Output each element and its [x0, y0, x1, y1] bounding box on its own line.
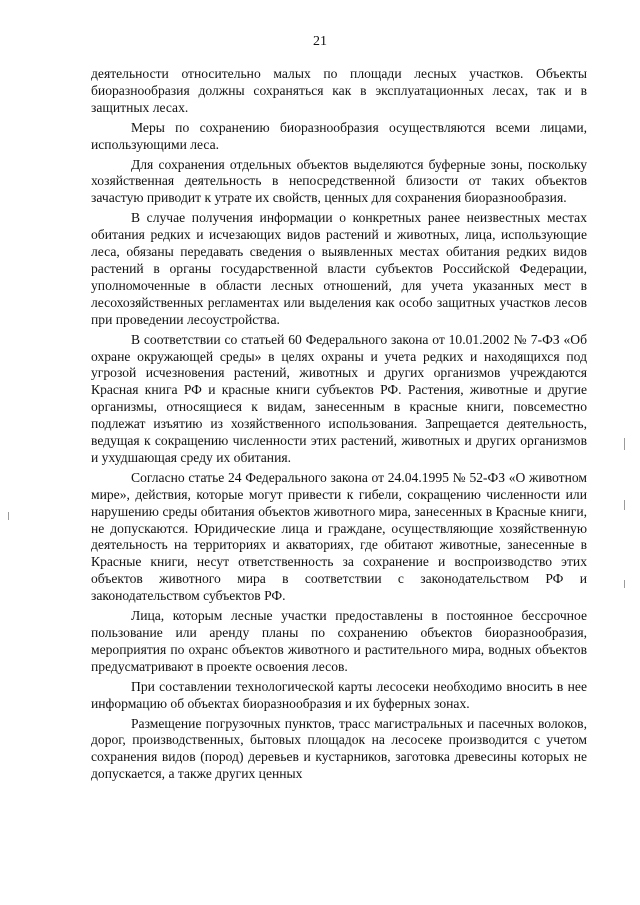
paragraph-3: Для сохранения отдельных объектов выделяются буферные зоны, поскольку хозяйственная деятельность в непосредственной близости от таких объектов зачастую приводит к утрате их свойств, ценных для сохранения биоразнообразия.	[91, 156, 587, 206]
scan-mark-right-3	[624, 580, 625, 588]
scan-mark-right-1	[624, 438, 625, 450]
page-number: 21	[313, 34, 327, 49]
scan-mark-left-1	[8, 512, 9, 520]
paragraph-6: Согласно статье 24 Федерального закона от 24.04.1995 № 52-ФЗ «О животном мире», действия, которые могут привести к гибели, сокращению численности или нарушению среды обитания объектов животного мира, занесенных в Красные книги, не допускаются. Юридические лица и граждане, осуществляющие хозяйственную деятельность на территориях и акваториях, где обитают животные, занесенные в Красные книги, несут ответственность за сохранение и воспроизводство этих объектов животного мира в соответствии с законодательством РФ и законодательством субъектов РФ.	[91, 469, 587, 604]
paragraph-9: Размещение погрузочных пунктов, трасс магистральных и пасечных волоков, дорог, производственных, бытовых площадок на лесосеке производится с учетом сохранения видов (пород) деревьев и кустарников, заготовка древесины которых не допускается, а также других ценных	[91, 715, 587, 782]
scan-mark-right-2	[624, 500, 625, 510]
paragraph-8: При составлении технологической карты лесосеки необходимо вносить в нее информацию об объектах биоразнообразия и их буферных зонах.	[91, 678, 587, 711]
document-body	[91, 66, 587, 786]
paragraph-2: Меры по сохранению биоразнообразия осуществляются всеми лицами, использующими леса.	[91, 119, 587, 152]
paragraph-4: В случае получения информации о конкретных ранее неизвестных местах обитания редких и исчезающих видов растений и животных, лица, использующие леса, обязаны передавать сведения о выявленных местах обитания редких видов растений в органы государственной власти субъектов Российской Федерации, уполномоченные в области лесных отношений, для учета указанных мест в лесохозяйственных регламентах или выделения как особо защитных участков лесов при проведении лесоустройства.	[91, 210, 587, 327]
paragraph-5: В соответствии со статьей 60 Федерального закона от 10.01.2002 № 7-ФЗ «Об охране окружающей среды» в целях охраны и учета редких и находящихся под угрозой исчезновения растений, животных и других организмов учреждаются Красная книга РФ и красные книги субъектов РФ. Растения, животные и другие организмы, относящиеся к видам, занесенным в красные книги, повсеместно подлежат изъятию из хозяйственного использования. Запрещается деятельность, ведущая к сокращению численности этих растений, животных и других организмов и ухудшающая среду их обитания.	[91, 331, 587, 465]
paragraph-7: Лица, которым лесные участки предоставлены в постоянное бессрочное пользование или аренду планы по сохранению объектов биоразнообразия, мероприятия по охранс объектов животного и растительного мира, водных объектов предусматривают в проекте освоения лесов.	[91, 608, 587, 674]
paragraph-1: деятельности относительно малых по площади лесных участков. Объекты биоразнообразия должны сохраняться как в эксплуатационных лесах, так и в защитных лесах.	[91, 66, 587, 115]
